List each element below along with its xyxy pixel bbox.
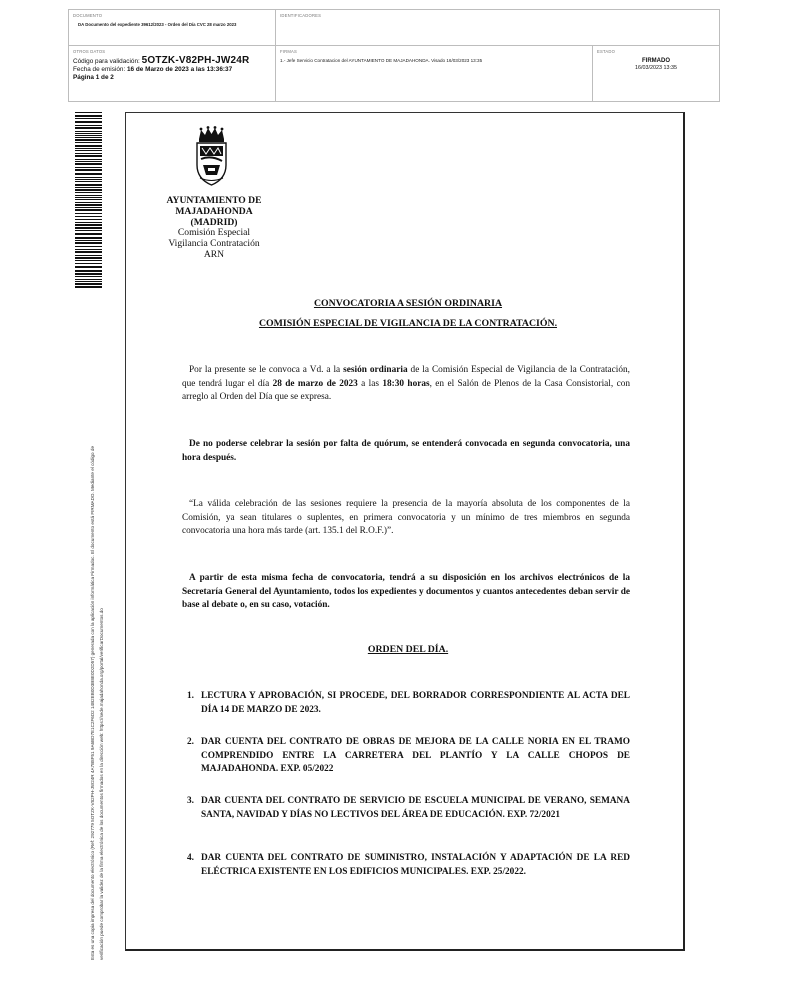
firmas-label: FIRMAS bbox=[280, 49, 298, 54]
org-line-2: MAJADAHONDA bbox=[175, 205, 253, 217]
barcode-bar bbox=[75, 260, 102, 261]
barcode-bar bbox=[75, 209, 102, 211]
agenda-item-number: 4. bbox=[187, 853, 194, 863]
firmas-cell bbox=[276, 46, 593, 101]
agenda-item bbox=[182, 736, 630, 777]
barcode-bar bbox=[75, 242, 102, 244]
barcode-bar bbox=[75, 207, 102, 208]
barcode-bar bbox=[75, 142, 102, 143]
convocation-paragraph bbox=[182, 364, 630, 405]
document-title: CONVOCATORIA A SESIÓN ORDINARIA bbox=[313, 298, 503, 309]
barcode-bar bbox=[75, 127, 102, 129]
barcode-bar bbox=[75, 167, 102, 168]
documento-cell bbox=[69, 10, 276, 46]
barcode-bar bbox=[75, 219, 102, 220]
barcode-bar bbox=[75, 133, 102, 134]
municipal-crest-logo bbox=[191, 125, 232, 187]
barcode-bar bbox=[75, 161, 102, 162]
estado-value: FIRMADO bbox=[642, 58, 670, 64]
barcode-bar bbox=[75, 249, 102, 250]
documento-label: DOCUMENTO bbox=[73, 13, 103, 18]
p1-text-a: Por la presente se le convoca a Vd. a la bbox=[189, 365, 344, 375]
validation-code[interactable]: 5OTZK-V82PH-JW24R bbox=[141, 55, 250, 66]
barcode-bar bbox=[75, 155, 102, 157]
electronic-copy-note-line1: Esta es una copia impresa del documento electrónico (Ref: 292779 5OTZK-V82PH-JW24R 4A7B8F51 9A6BD7E1C2F6D2 14B2EB0D3B8E0D2D57) generada con la aplicación informática Firmadoc. El documento está FIRMADO. Mediante el código de bbox=[90, 445, 95, 960]
validation-code-line bbox=[73, 57, 249, 66]
agenda-title: ORDEN DEL DÍA. bbox=[367, 644, 449, 655]
documento-value: DA Documento del expediente 39612/2023 - Orden del Día CVC 28 marzo 2023 bbox=[78, 22, 237, 27]
barcode-bar bbox=[75, 222, 102, 223]
electronic-copy-note-line2: verificación puede comprobar la validez de la firma electrónica de los documentos firmados en la dirección web: https://sede.majadahonda.org/portal/verificarDocumentos.do bbox=[99, 608, 104, 960]
agenda-item-number: 3. bbox=[187, 796, 194, 806]
identificadores-cell bbox=[276, 10, 719, 46]
agenda-item-text: LECTURA Y APROBACIÓN, SI PROCEDE, DEL BORRADOR CORRESPONDIENTE AL ACTA DEL DÍA 14 DE MARZO DE 2023. bbox=[201, 691, 630, 715]
barcode-bar bbox=[75, 184, 102, 186]
validation-code-prefix: Código para validación: bbox=[73, 58, 142, 65]
org-line-5: Vigilancia Contratación bbox=[168, 238, 260, 250]
electronic-copy-note bbox=[88, 300, 106, 960]
barcode-bar bbox=[75, 199, 102, 200]
barcode-bar bbox=[75, 240, 102, 241]
barcode-bar bbox=[75, 224, 102, 226]
agenda-item bbox=[182, 795, 630, 822]
org-line-6: ARN bbox=[203, 248, 225, 260]
barcode-bar bbox=[75, 131, 102, 132]
barcode-bar bbox=[75, 195, 102, 196]
otros-datos-cell bbox=[69, 46, 276, 101]
org-line-1: AYUNTAMIENTO DE bbox=[166, 195, 262, 206]
barcode-bar bbox=[75, 137, 102, 138]
otros-datos-label: OTROS DATOS bbox=[73, 49, 106, 54]
identificadores-label: IDENTIFICADORES bbox=[280, 13, 322, 18]
barcode-bar bbox=[75, 145, 102, 147]
barcode-bar bbox=[75, 251, 102, 253]
firmas-value: 1.- Jefe Servicio Contratacion del AYUNTAMIENTO DE MAJADAHONDA. Visado 16/03/2023 13:35 bbox=[280, 58, 483, 63]
barcode-bar bbox=[75, 281, 102, 282]
issue-date: 16 de Marzo de 2023 a las 13:36:37 bbox=[127, 66, 233, 73]
barcode-bar bbox=[75, 163, 102, 165]
barcode-bar bbox=[75, 279, 102, 280]
p1-session-time: 18:30 horas bbox=[382, 378, 430, 389]
barcode-bar bbox=[75, 246, 102, 247]
barcode-bar bbox=[75, 115, 102, 117]
barcode-bar bbox=[75, 125, 102, 126]
estado-date: 16/03/2023 13:35 bbox=[635, 65, 677, 71]
document-header-table bbox=[68, 9, 720, 102]
barcode-bar bbox=[75, 255, 102, 256]
estado-cell bbox=[593, 46, 719, 101]
barcode-bar bbox=[75, 257, 102, 259]
barcode-bar bbox=[75, 121, 102, 123]
barcode-bar bbox=[75, 153, 102, 154]
barcode-bar bbox=[75, 169, 102, 171]
barcode-bar bbox=[75, 112, 102, 113]
barcode-bar bbox=[75, 286, 102, 288]
barcode-bar bbox=[75, 187, 102, 188]
barcode-bar bbox=[75, 273, 102, 275]
barcode-bar bbox=[75, 192, 102, 193]
agenda-item-text: DAR CUENTA DEL CONTRATO DE OBRAS DE MEJORA DE LA CALLE NORIA EN EL TRAMO COMPRENDIDO ENTRE LA CARRETERA DEL PLANTÍO Y LA CALLE CHOPOS DE MAJADAHONDA. EXP. 05/2022 bbox=[201, 737, 630, 774]
barcode-bar bbox=[75, 283, 102, 285]
agenda-item-number: 2. bbox=[187, 737, 194, 747]
page-indicator: Página 1 de 2 bbox=[73, 74, 114, 81]
barcode-bar bbox=[75, 202, 102, 203]
quorum-paragraph: De no poderse celebrar la sesión por falta de quórum, se entenderá convocada en segunda convocatoria, una hora después. bbox=[182, 439, 630, 463]
agenda-item-text: DAR CUENTA DEL CONTRATO DE SERVICIO DE ESCUELA MUNICIPAL DE VERANO, SEMANA SANTA, NAVIDAD Y DÍAS NO LECTIVOS DEL ÁREA DE EDUCACIÓN. EXP. 72/2021 bbox=[201, 796, 630, 820]
agenda-item-text: DAR CUENTA DEL CONTRATO DE SUMINISTRO, INSTALACIÓN Y ADAPTACIÓN DE LA RED ELÉCTRICA EXISTENTE EN LOS EDIFICIOS MUNICIPALES. EXP. 25/2022. bbox=[201, 853, 630, 877]
barcode-bar bbox=[75, 204, 102, 206]
issue-date-line bbox=[73, 66, 249, 74]
verification-barcode bbox=[75, 112, 102, 288]
barcode-bar bbox=[75, 270, 102, 272]
organization-block bbox=[160, 196, 268, 261]
p1-session-date: 28 de marzo de 2023 bbox=[272, 378, 358, 389]
barcode-bar bbox=[75, 148, 102, 149]
p1-text-e: a las bbox=[357, 378, 383, 389]
barcode-bar bbox=[75, 227, 102, 229]
barcode-bar bbox=[75, 213, 102, 214]
barcode-bar bbox=[75, 159, 102, 160]
agenda-item bbox=[182, 690, 630, 717]
agenda-item-number: 1. bbox=[187, 691, 194, 701]
org-line-3: (MADRID) bbox=[190, 216, 238, 228]
barcode-bar bbox=[75, 230, 102, 231]
barcode-bar bbox=[75, 179, 102, 180]
barcode-bar bbox=[75, 173, 102, 175]
barcode-bar bbox=[75, 266, 102, 268]
p1-text-g: , en el Salón de Plenos de la Casa Consistorial, con arreglo al Orden del Día que se expresa. bbox=[182, 378, 630, 402]
barcode-bar bbox=[75, 263, 102, 264]
p1-text-c: de la Comisión Especial de Vigilancia de la Contratación, que tendrá lugar el día bbox=[182, 365, 631, 389]
barcode-bar bbox=[75, 118, 102, 119]
estado-label: ESTADO bbox=[597, 49, 616, 54]
barcode-bar bbox=[75, 139, 102, 141]
barcode-bar bbox=[75, 233, 102, 235]
documents-availability-paragraph: A partir de esta misma fecha de convocatoria, tendrá a su disposición en los archivos electrónicos de la Secretaría General del Ayuntamiento, todos los expedientes y documentos y cuantos antecedentes deban servir de base al debate o, en su caso, votación. bbox=[182, 573, 630, 610]
barcode-bar bbox=[75, 216, 102, 217]
barcode-bar bbox=[75, 276, 102, 277]
org-line-4: Comisión Especial bbox=[177, 227, 251, 239]
barcode-bar bbox=[75, 177, 102, 178]
barcode-bar bbox=[75, 150, 102, 151]
barcode-bar bbox=[75, 135, 102, 136]
barcode-bar bbox=[75, 237, 102, 239]
p1-session-type: sesión ordinaria bbox=[343, 365, 408, 375]
agenda-item bbox=[182, 852, 630, 879]
rof-quote-paragraph: “La válida celebración de las sesiones requiere la presencia de la mayoría absoluta de los componentes de la Comisión, ya sean titulares o suplentes, en primera convocatoria y un mínimo de tres miembros en segunda convocatoria una hora más tarde (art. 135.1 del R.O.F.)”. bbox=[182, 499, 630, 536]
barcode-bar bbox=[75, 189, 102, 191]
barcode-bar bbox=[75, 181, 102, 182]
barcode-bar bbox=[75, 197, 102, 198]
issue-date-prefix: Fecha de emisión: bbox=[73, 66, 127, 73]
document-subtitle: COMISIÓN ESPECIAL DE VIGILANCIA DE LA CONTRATACIÓN. bbox=[258, 318, 558, 329]
